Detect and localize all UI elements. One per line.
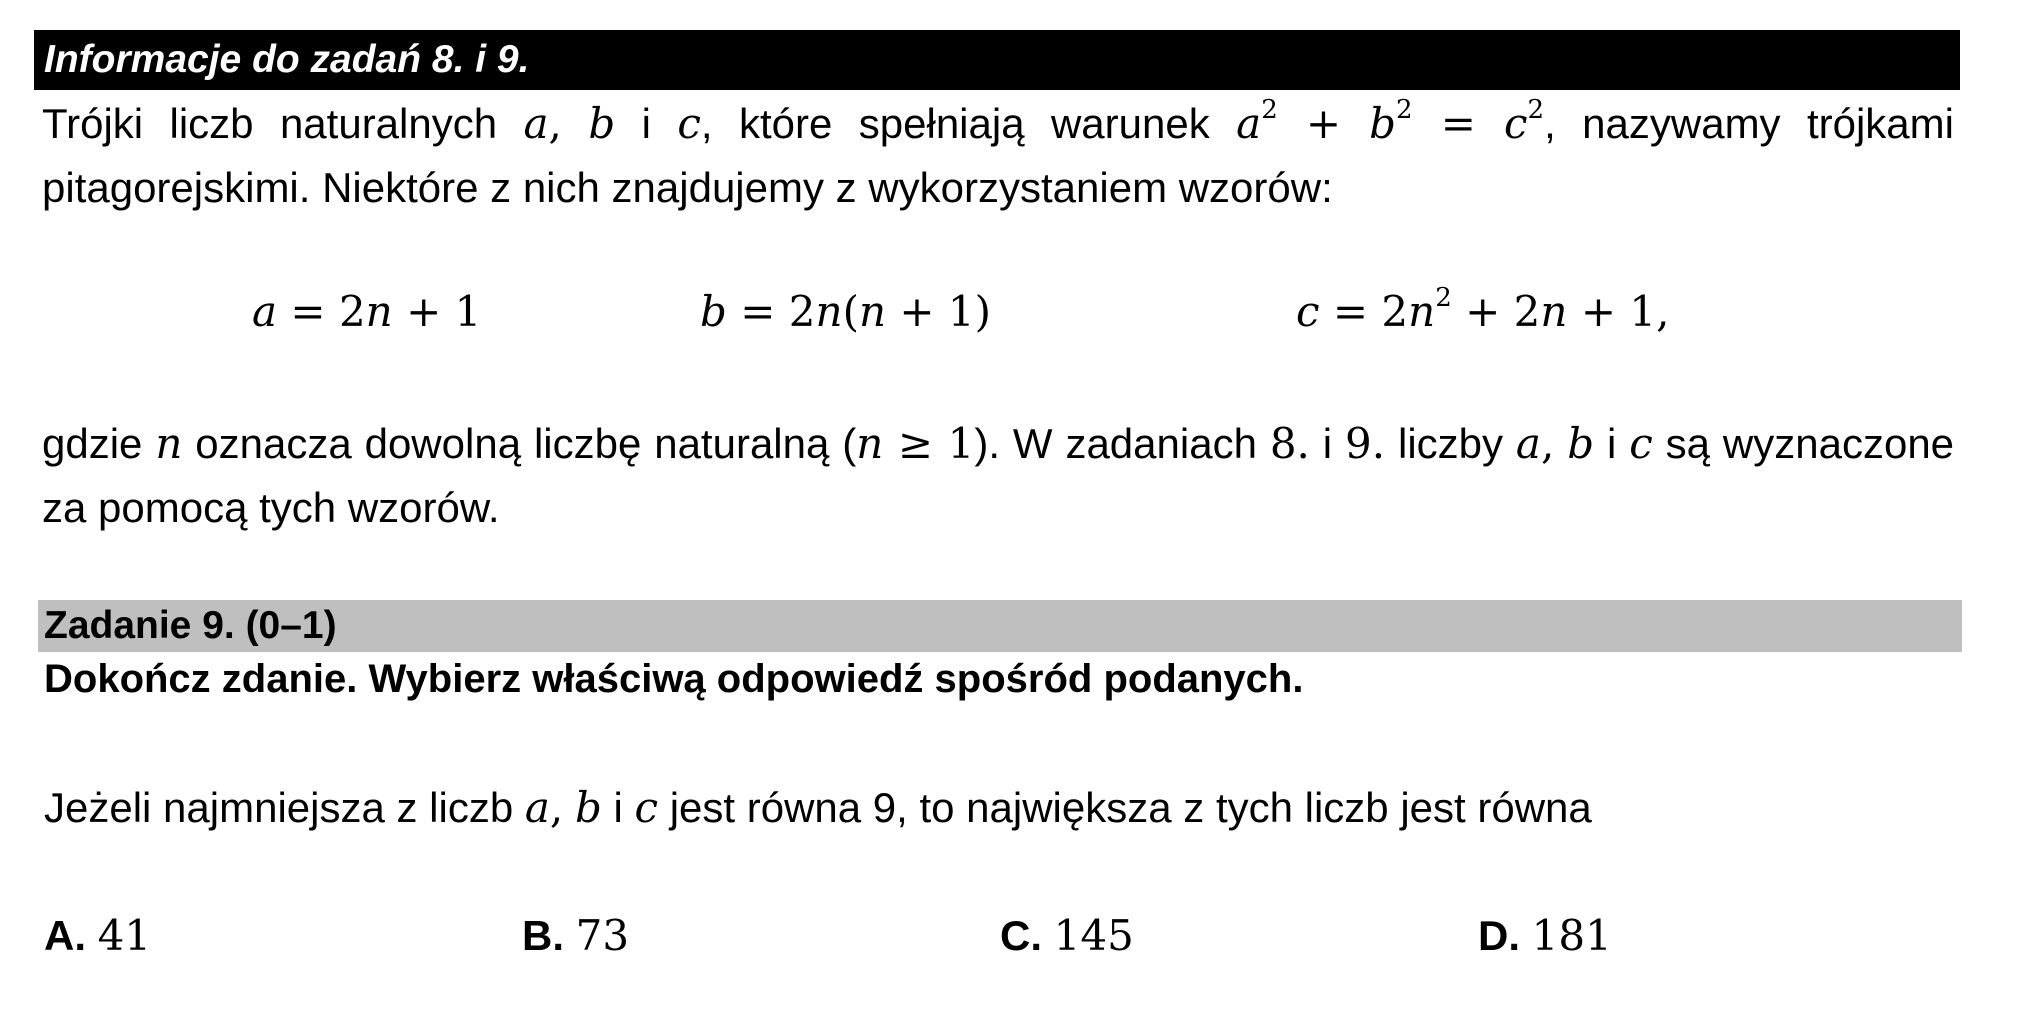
- formula-a: a = 2n + 1: [252, 287, 482, 336]
- intro-paragraph: Trójki liczb naturalnych a, b i c, które spełniają warunek $a^2 + b^2 = c^2$, nazywamy trójkami pitagorejskimi. Niektóre z nich znajdujemy z wykorzystaniem wzorów:: [42, 95, 1954, 211]
- answer-option-d[interactable]: D. 181: [1478, 911, 1612, 960]
- task-instruction: Dokończ zdanie. Wybierz właściwą odpowiedź spośród podanych.: [44, 657, 1304, 701]
- where-paragraph: gdzie n oznacza dowolną liczbę naturalną (n ≥ 1). W zadaniach 8. i 9. liczby a, b i c są wyznaczone za pomocą tych wzorów.: [42, 419, 1955, 531]
- question-text: Jeżeli najmniejsza z liczb a, b i c jest równa 9, to największa z tych liczb jest równa: [44, 783, 1592, 832]
- answer-option-b[interactable]: B. 73: [522, 911, 630, 960]
- task-header: Zadanie 9. (0–1): [38, 600, 1962, 652]
- formula-c: $c = 2n^2 + 2n + 1$,: [1296, 283, 1670, 336]
- info-header: Informacje do zadań 8. i 9.: [34, 30, 1960, 90]
- pythagorean-condition: $a^2 + b^2 = c^2$: [1236, 95, 1545, 148]
- answer-option-c[interactable]: C. 145: [1000, 911, 1134, 960]
- answer-option-a[interactable]: A. 41: [44, 911, 152, 960]
- formula-b: b = 2n(n + 1): [700, 287, 992, 336]
